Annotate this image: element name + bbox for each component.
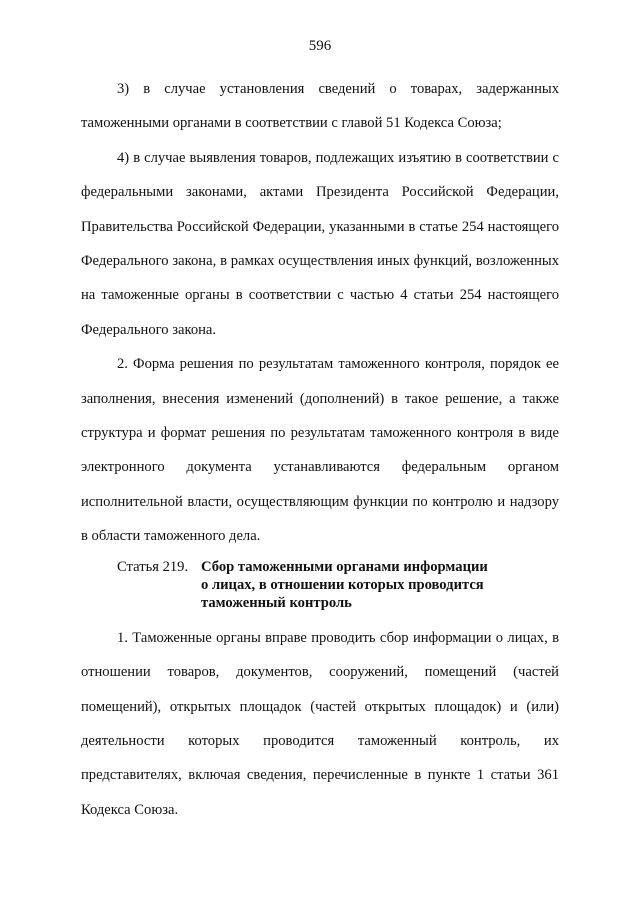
article-title-line: о лицах, в отношении которых проводится [201,576,484,593]
article-title [201,558,559,612]
paragraph-clause-1: 1. Таможенные органы вправе проводить сбор информации о лицах, в отношении товаров, документов, сооружений, помещений (частей помещений), открытых площадок (частей открытых площадок) и (или) деятельности которых проводится таможенный контроль, их представителях, включая сведения, перечисленные в пункте 1 статьи 361 Кодекса Союза. [81,629,559,818]
article-title-line: таможенный контроль [201,594,352,611]
page-number: 596 [308,38,332,54]
paragraph-item-4: 4) в случае выявления товаров, подлежащих изъятию в соответствии с федеральными законами, актами Президента Российской Федерации, Правительства Российской Федерации, указанными в статье 254 настоящего Федерального закона, в рамках осуществления иных функций, возложенных на таможенные органы в соответствии с частью 4 статьи 254 настоящего Федерального закона. [81,149,559,338]
paragraph-clause-2: 2. Форма решения по результатам таможенного контроля, порядок ее заполнения, внесения изменений (дополнений) в такое решение, а также структура и формат решения по результатам таможенного контроля в виде электронного документа устанавливаются федеральным органом исполнительной власти, осуществляющим функции по контролю и надзору в области таможенного дела. [81,356,559,545]
article-heading [81,558,559,612]
document-body [81,72,559,827]
paragraph-item-3: 3) в случае установления сведений о товарах, задержанных таможенными органами в соответствии с главой 51 Кодекса Союза; [81,81,559,132]
article-label: Статья 219. [117,558,189,575]
article-title-line: Сбор таможенными органами информации [201,558,488,575]
